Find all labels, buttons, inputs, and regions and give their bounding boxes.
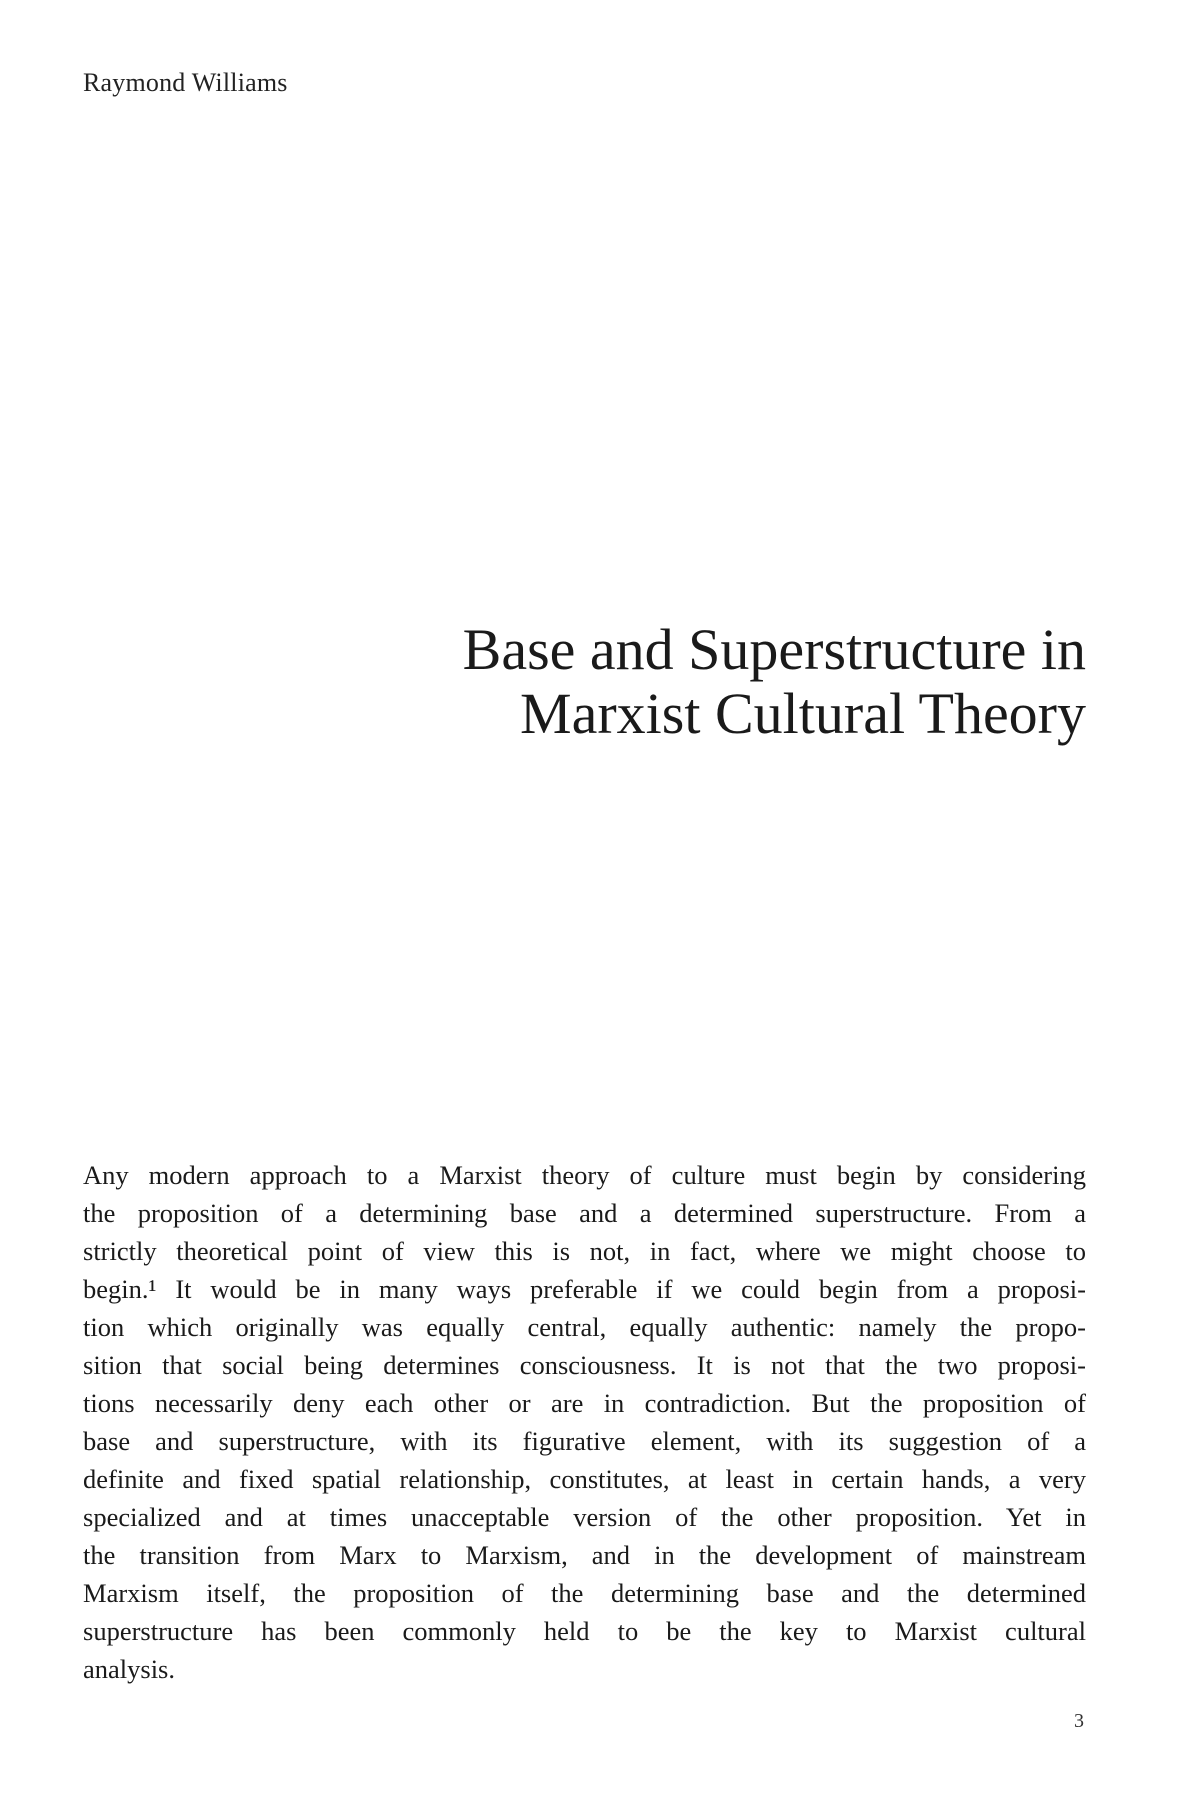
author-name: Raymond Williams bbox=[83, 68, 288, 97]
body-paragraph bbox=[83, 1156, 1086, 1688]
paragraph-line: Marxism itself, the proposition of the determining base and the determined bbox=[83, 1578, 1086, 1608]
paragraph-line: analysis. bbox=[83, 1654, 175, 1684]
chapter-title-line-1: Base and Superstructure in bbox=[462, 617, 1086, 682]
paragraph-line: the transition from Marx to Marxism, and in the development of mainstream bbox=[83, 1540, 1086, 1570]
paragraph-line: superstructure has been commonly held to be the key to Marxist cultural bbox=[83, 1616, 1086, 1646]
paragraph-line: sition that social being determines consciousness. It is not that the two proposi- bbox=[83, 1350, 1086, 1380]
paragraph-line: tion which originally was equally central, equally authentic: namely the propo- bbox=[83, 1312, 1086, 1342]
paragraph-line: tions necessarily deny each other or are in contradiction. But the proposition of bbox=[83, 1388, 1086, 1418]
chapter-title bbox=[286, 618, 1086, 746]
paragraph-line: begin.¹ It would be in many ways preferable if we could begin from a proposi- bbox=[83, 1274, 1086, 1304]
paragraph-line: base and superstructure, with its figurative element, with its suggestion of a bbox=[83, 1426, 1086, 1456]
page-number: 3 bbox=[1074, 1710, 1084, 1732]
paragraph-line: definite and fixed spatial relationship, constitutes, at least in certain hands, a very bbox=[83, 1464, 1086, 1494]
paragraph-line: strictly theoretical point of view this is not, in fact, where we might choose to bbox=[83, 1236, 1086, 1266]
paragraph-line: Any modern approach to a Marxist theory of culture must begin by considering bbox=[83, 1160, 1086, 1190]
paragraph-line: the proposition of a determining base and a determined superstructure. From a bbox=[83, 1198, 1086, 1228]
chapter-title-line-2: Marxist Cultural Theory bbox=[520, 681, 1086, 746]
paragraph-line: specialized and at times unacceptable version of the other proposition. Yet in bbox=[83, 1502, 1086, 1532]
